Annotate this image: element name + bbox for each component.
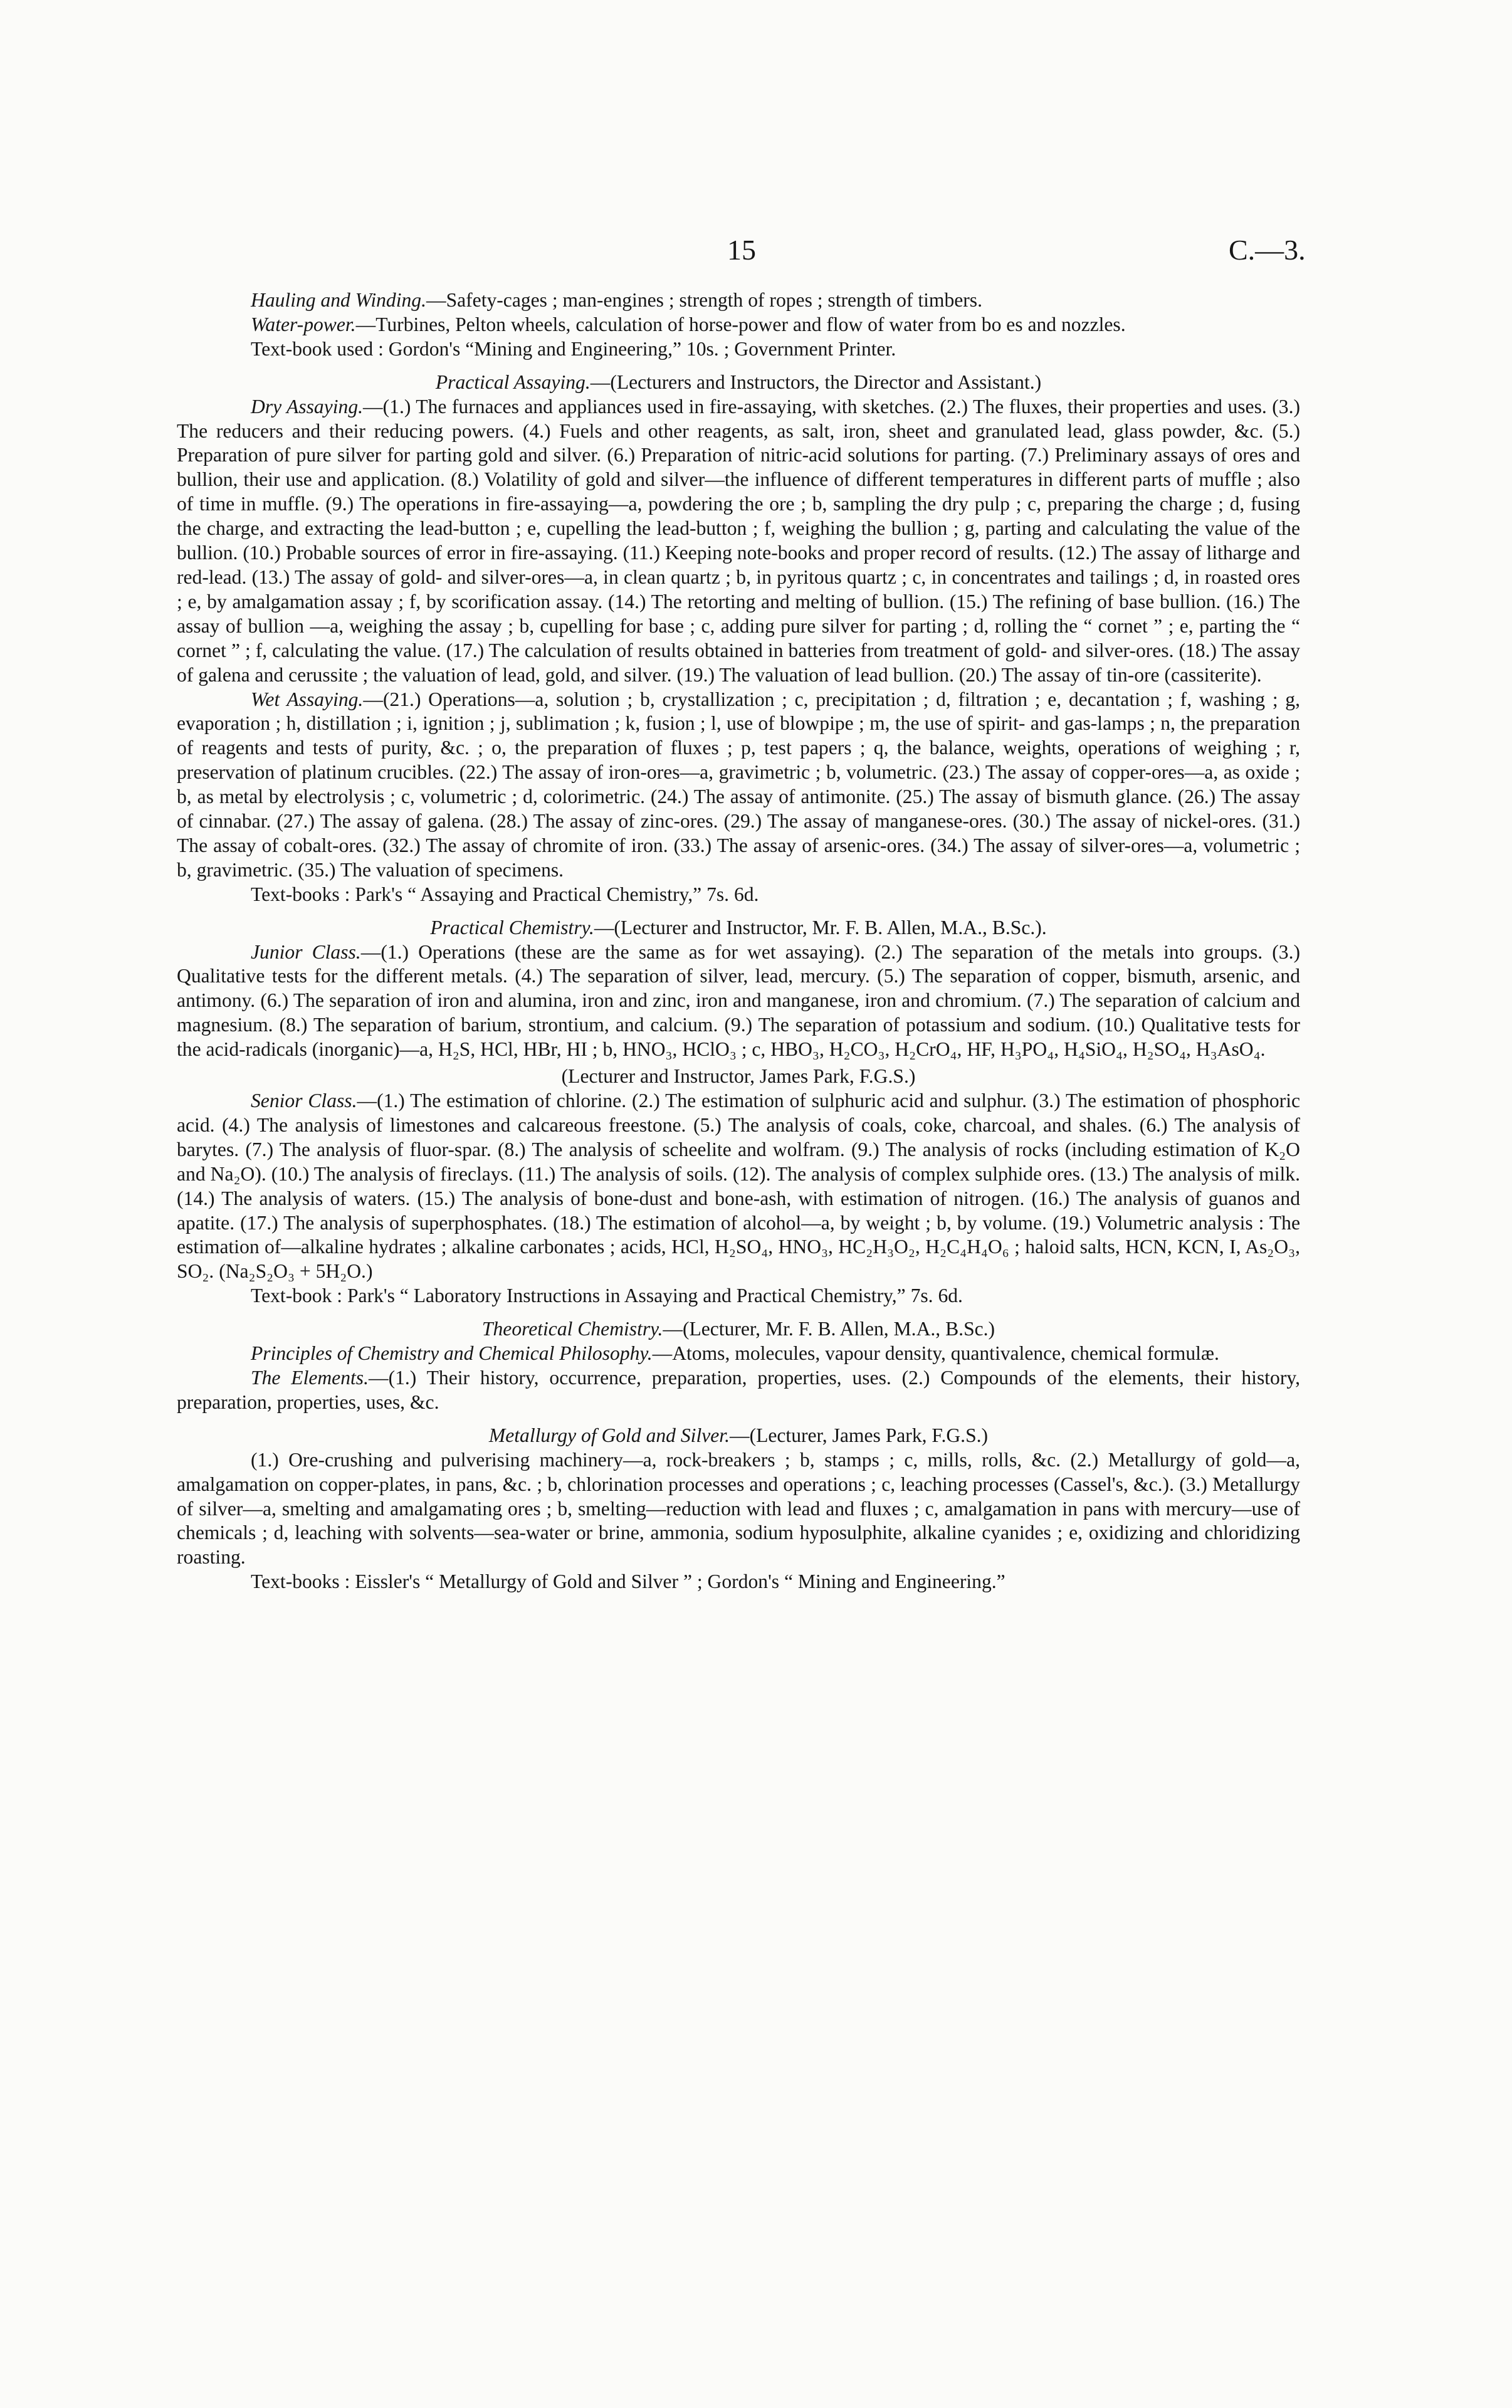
paragraph-wet-assaying [177, 688, 1300, 883]
heading-senior-class: Senior Class. [251, 1090, 357, 1112]
text-dry-assaying: —(1.) The furnaces and appliances used in fire-assaying, with sketches. (2.) The fluxes, their properties and uses. (3.) The reducers and their reducing powers. (4.) Fuels and other reagents, as salt, iron, sheet and granulated lead, glass powder, &c. (5.) Preparation of pure silver for parting gold and silver. (6.) Preparation of nitric-acid solutions for parting. (7.) Preliminary assays of ores and bullion, their use and application. (8.) Volatility of gold and silver—the influence of different temperatures in different parts of muffle ; also of time in muffle. (9.) The operations in fire-assaying—a, powdering the ore ; b, sampling the dry pulp ; c, preparing the charge ; d, fusing the charge, and extracting the lead-button ; e, cupelling the lead-button ; f, weighing the bullion ; g, parting and calculating the value of the bullion. (10.) Probable sources of error in fire-assaying. (11.) Keeping note-books and proper record of results. (12.) The assay of litharge and red-lead. (13.) The assay of gold- and silver-ores—a, in clean quartz ; b, in pyritous quartz ; c, in concentrates and tailings ; d, in roasted ores ; e, by amalgamation assay ; f, by scorification assay. (14.) The retorting and melting of bullion. (15.) The refining of base bullion. (16.) The assay of bullion —a, weighing the assay ; b, cupelling for base ; c, adding pure silver for parting ; d, rolling the “ cornet ” ; e, parting the “ cornet ” ; f, calculating the value. (17.) The calculation of results obtained in batteries from treatment of gold- and silver-ores. (18.) The assay of galena and cerussite ; the valuation of lead, gold, and silver. (19.) The valuation of lead bullion. (20.) The assay of tin-ore (cassiterite). [177, 395, 1300, 686]
heading-junior-class: Junior Class. [251, 940, 361, 963]
text-junior-class: —(1.) Operations (these are the same as for wet assaying). (2.) The separation of the metals into groups. (3.) Qualitative tests for the different metals. (4.) The separation of silver, lead, mercury. (5.) The separation of copper, bismuth, arsenic, and antimony. (6.) The separation of iron and alumina, iron and zinc, iron and manganese, iron and chromium. (7.) The separation of calcium and magnesium. (8.) The separation of barium, strontium, and calcium. (9.) The separation of potassium and sodium. (10.) Qualitative tests for the acid-radicals (inorganic)—a, H₂S, HCl, HBr, HI ; b, HNO₃, HClO₃ ; c, HBO₃, H₂CO₃, H₂CrO₄, HF, H₃PO₄, H₄SiO₄, H₂SO₄, H₃AsO₄. [177, 940, 1300, 1061]
text-practical-chemistry: —(Lecturer and Instructor, Mr. F. B. Allen, M.A., B.Sc.). [594, 916, 1047, 938]
paragraph-elements [177, 1366, 1300, 1415]
heading-theoretical-chemistry: Theoretical Chemistry. [481, 1318, 663, 1340]
heading-practical-chemistry: Practical Chemistry. [430, 916, 594, 938]
paragraph-textbook-mining: Text-book used : Gordon's “Mining and Engineering,” 10s. ; Government Printer. [251, 337, 896, 360]
document-reference: C.—3. [1229, 234, 1306, 266]
paragraph-water-power [177, 313, 1300, 337]
lecturer-james-park: (Lecturer and Instructor, James Park, F.G.S.) [561, 1065, 916, 1088]
paragraph-textbook-assaying: Text-books : Park's “ Assaying and Practical Chemistry,” 7s. 6d. [251, 883, 759, 905]
paragraph-metallurgy-content: (1.) Ore-crushing and pulverising machinery—a, rock-breakers ; b, stamps ; c, mills, rolls, &c. (2.) Metallurgy of gold—a, amalgamation on copper-plates, in pans, &c. ; b, chlorination processes and operations ; c, leaching processes (Cassel's, &c.). (3.) Metallurgy of silver—a, smelting and amalgamating ores ; b, smelting—reduction with lead and fluxes ; c, amalgamation in pans with mercury—use of chemicals ; d, leaching with solvents—sea-water or brine, ammonia, sodium hyposulphite, alkaline cyanides ; e, oxidizing and chloridizing roasting. [177, 1448, 1300, 1569]
heading-wet-assaying: Wet Assaying. [251, 688, 364, 710]
heading-elements: The Elements. [251, 1366, 369, 1389]
page-header [0, 233, 1512, 271]
text-wet-assaying: —(21.) Operations—a, solution ; b, crystallization ; c, precipitation ; d, filtration ; e, decantation ; f, washing ; g, evaporation ; h, distillation ; i, ignition ; j, sublimation ; k, fusion ; l, use of blowpipe ; m, the use of spirit- and gas-lamps ; n, the preparation of reagents and tests of purity, &c. ; o, the preparation of fluxes ; p, test papers ; q, the balance, weights, operations of weighing ; r, preservation of platinum crucibles. (22.) The assay of iron-ores—a, gravimetric ; b, volumetric. (23.) The assay of copper-ores—a, as oxide ; b, as metal by electrolysis ; c, volumetric ; d, colorimetric. (24.) The assay of antimonite. (25.) The assay of bismuth glance. (26.) The assay of cinnabar. (27.) The assay of galena. (28.) The assay of zinc-ores. (29.) The assay of manganese-ores. (30.) The assay of nickel-ores. (31.) The assay of cobalt-ores. (32.) The assay of chromite of iron. (33.) The assay of arsenic-ores. (34.) The assay of silver-ores—a, volumetric ; b, gravimetric. (35.) The valuation of specimens. [177, 688, 1300, 881]
paragraph-senior-class [177, 1089, 1300, 1284]
heading-metallurgy: Metallurgy of Gold and Silver. [488, 1424, 730, 1446]
text-hauling: —Safety-cages ; man-engines ; strength of ropes ; strength of timbers. [426, 289, 983, 311]
text-elements: —(1.) Their history, occurrence, preparation, properties, uses. (2.) Compounds of the elements, their history, preparation, properties, uses, &c. [177, 1366, 1300, 1413]
heading-dry-assaying: Dry Assaying. [251, 395, 364, 418]
section-heading-theoretical-chemistry [177, 1317, 1300, 1342]
heading-principles: Principles of Chemistry and Chemical Philosophy. [251, 1342, 653, 1365]
section-heading-practical-assaying [177, 371, 1300, 395]
text-theoretical-chemistry: —(Lecturer, Mr. F. B. Allen, M.A., B.Sc.) [663, 1318, 995, 1340]
heading-water-power: Water-power. [251, 313, 356, 335]
text-principles: —Atoms, molecules, vapour density, quantivalence, chemical formulæ. [652, 1342, 1219, 1365]
section-heading-practical-chemistry [177, 916, 1300, 940]
paragraph-junior-class [177, 940, 1300, 1063]
paragraph-textbook-metallurgy: Text-books : Eissler's “ Metallurgy of Gold and Silver ” ; Gordon's “ Mining and Engineering.” [251, 1570, 1005, 1593]
text-metallurgy: —(Lecturer, James Park, F.G.S.) [729, 1424, 989, 1446]
heading-hauling: Hauling and Winding. [251, 289, 426, 311]
text-practical-assaying: —(Lecturers and Instructors, the Director and Assistant.) [590, 371, 1042, 393]
heading-practical-assaying: Practical Assaying. [435, 371, 591, 393]
section-heading-metallurgy [177, 1424, 1300, 1448]
body-text [177, 288, 1300, 1594]
text-senior-class: —(1.) The estimation of chlorine. (2.) The estimation of sulphuric acid and sulphur. (3.) The estimation of phosphoric acid. (4.) The analysis of limestones and calcareous freestone. (5.) The analysis of coals, coke, charcoal, and shales. (6.) The analysis of barytes. (7.) The analysis of fluor-spar. (8.) The analysis of scheelite and wolfram. (9.) The analysis of rocks (including estimation of K₂O and Na₂O). (10.) The analysis of fireclays. (11.) The analysis of soils. (12). The analysis of complex sulphide ores. (13.) The analysis of milk. (14.) The analysis of waters. (15.) The analysis of bone-dust and bone-ash, with estimation of nitrogen. (16.) The analysis of guanos and apatite. (17.) The analysis of superphosphates. (18.) The estimation of alcohol—a, by weight ; b, by volume. (19.) Volumetric analysis : The estimation of—alkaline hydrates ; alkaline carbonates ; acids, HCl, H₂SO₄, HNO₃, HC₂H₃O₂, H₂C₄H₄O₆ ; haloid salts, HCN, KCN, I, As₂O₃, SO₂. (Na₂S₂O₃ + 5H₂O.) [177, 1090, 1300, 1283]
paragraph-principles [177, 1342, 1300, 1366]
paragraph-hauling [177, 288, 1300, 313]
page-number: 15 [727, 234, 756, 266]
text-water-power: —Turbines, Pelton wheels, calculation of horse-power and flow of water from bo es and nozzles. [355, 313, 1126, 335]
paragraph-textbook-laboratory: Text-book : Park's “ Laboratory Instructions in Assaying and Practical Chemistry,” 7s. 6d. [251, 1285, 963, 1307]
paragraph-dry-assaying [177, 395, 1300, 688]
